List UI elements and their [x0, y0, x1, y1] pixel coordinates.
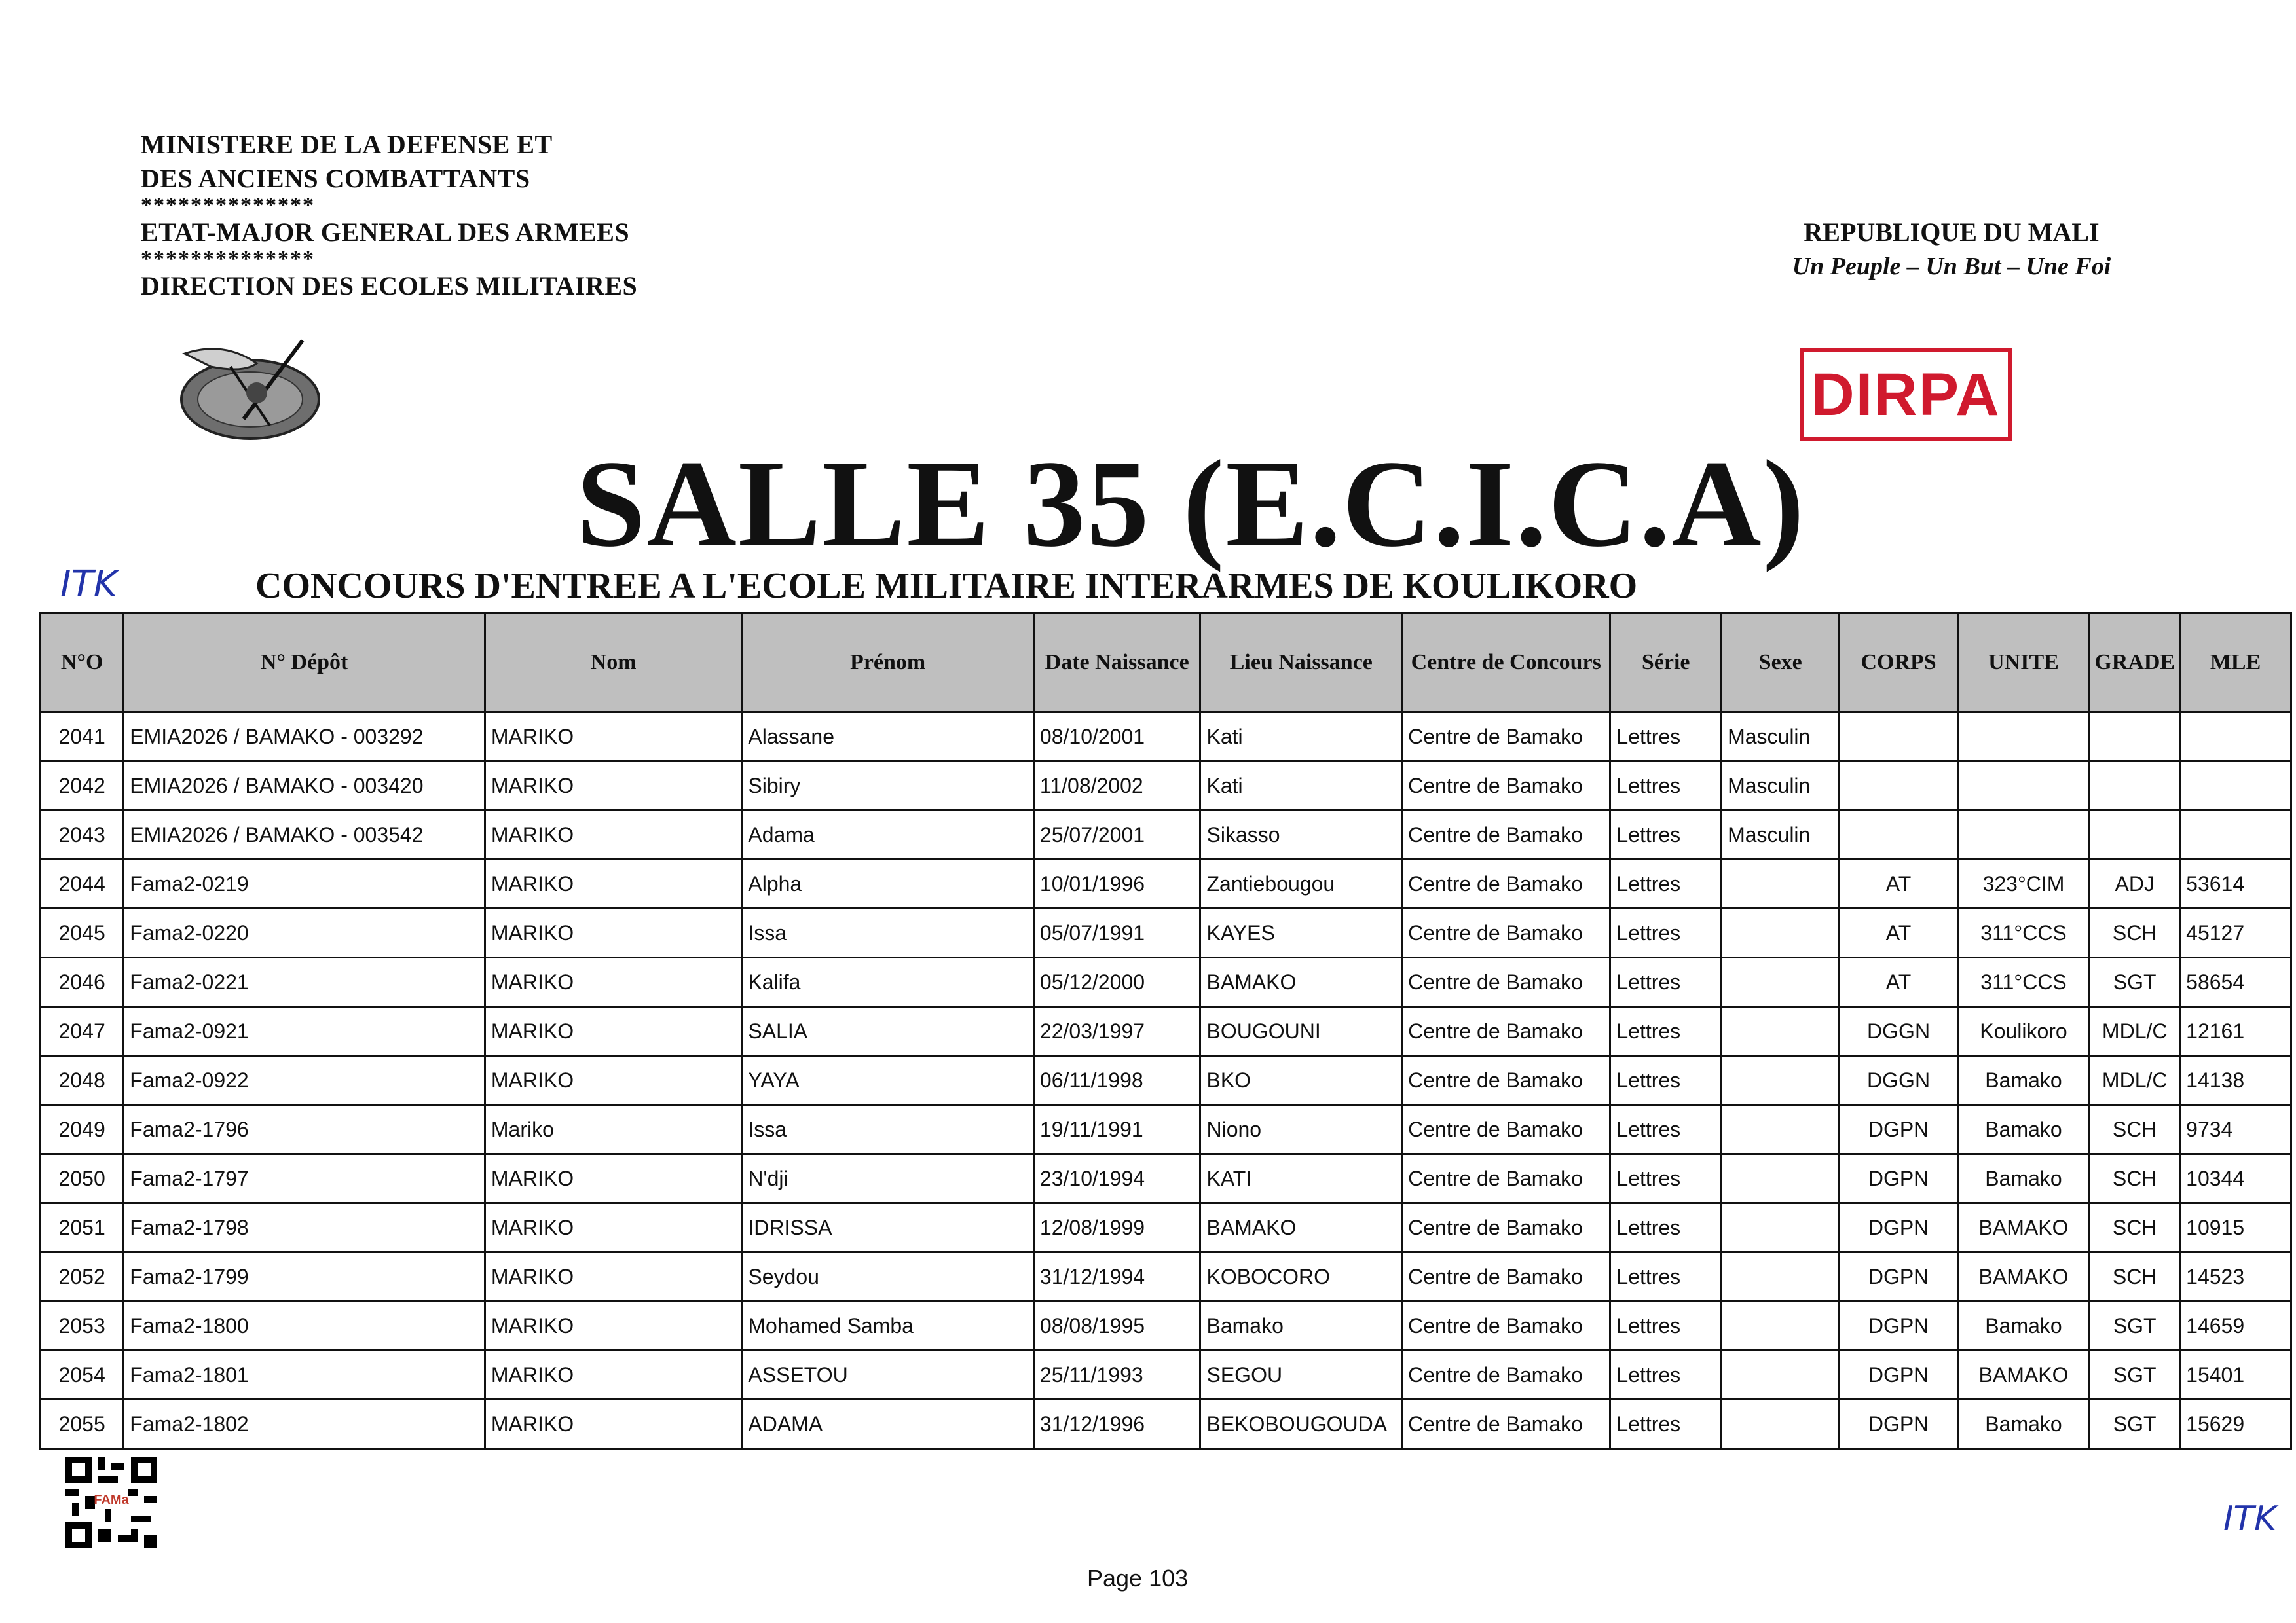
table-cell: 19/11/1991: [1033, 1105, 1200, 1154]
table-cell: Centre de Bamako: [1402, 1056, 1610, 1105]
table-cell: 2046: [41, 958, 124, 1007]
table-cell: [1840, 712, 1957, 761]
table-cell: Alpha: [742, 860, 1034, 909]
table-cell: DGGN: [1840, 1056, 1957, 1105]
table-cell: YAYA: [742, 1056, 1034, 1105]
column-header: Prénom: [742, 613, 1034, 712]
table-cell: BAMAKO: [1200, 958, 1402, 1007]
table-cell: BKO: [1200, 1056, 1402, 1105]
table-cell: Centre de Bamako: [1402, 1302, 1610, 1351]
table-cell: EMIA2026 / BAMAKO - 003420: [124, 761, 485, 811]
table-cell: Masculin: [1722, 761, 1840, 811]
table-cell: Seydou: [742, 1252, 1034, 1302]
table-cell: Mohamed Samba: [742, 1302, 1034, 1351]
table-cell: BAMAKO: [1957, 1252, 2090, 1302]
table-cell: 15629: [2180, 1400, 2291, 1449]
table-cell: Fama2-0221: [124, 958, 485, 1007]
table-cell: Koulikoro: [1957, 1007, 2090, 1056]
national-motto: Un Peuple – Un But – Une Foi: [1792, 253, 2111, 280]
separator-stars-2: **************: [141, 247, 315, 271]
column-header: MLE: [2180, 613, 2291, 712]
table-cell: KAYES: [1200, 909, 1402, 958]
table-cell: Lettres: [1610, 1400, 1722, 1449]
table-cell: Lettres: [1610, 909, 1722, 958]
table-cell: [2090, 811, 2180, 860]
table-cell: MARIKO: [485, 958, 741, 1007]
table-cell: 2041: [41, 712, 124, 761]
table-cell: ASSETOU: [742, 1351, 1034, 1400]
table-cell: Fama2-0220: [124, 909, 485, 958]
table-cell: 08/08/1995: [1033, 1302, 1200, 1351]
table-row: [41, 712, 2291, 761]
table-cell: 14523: [2180, 1252, 2291, 1302]
table-cell: [1722, 909, 1840, 958]
dirpa-stamp: DIRPA: [1800, 348, 2012, 441]
table-cell: Lettres: [1610, 1007, 1722, 1056]
table-cell: Lettres: [1610, 1302, 1722, 1351]
republic-title: REPUBLIQUE DU MALI: [1804, 217, 2100, 247]
table-cell: Sibiry: [742, 761, 1034, 811]
table-cell: [2180, 811, 2291, 860]
table-cell: 323°CIM: [1957, 860, 2090, 909]
table-cell: 10344: [2180, 1154, 2291, 1203]
table-cell: MDL/C: [2090, 1056, 2180, 1105]
table-row: [41, 1400, 2291, 1449]
table-cell: 31/12/1996: [1033, 1400, 1200, 1449]
table-cell: 05/07/1991: [1033, 909, 1200, 958]
table-cell: 2050: [41, 1154, 124, 1203]
table-row: [41, 1105, 2291, 1154]
table-cell: [2090, 712, 2180, 761]
table-cell: AT: [1840, 860, 1957, 909]
table-cell: Centre de Bamako: [1402, 909, 1610, 958]
table-cell: Fama2-0921: [124, 1007, 485, 1056]
table-cell: [1840, 811, 1957, 860]
table-cell: Centre de Bamako: [1402, 761, 1610, 811]
table-cell: Bamako: [1957, 1154, 2090, 1203]
table-cell: BAMAKO: [1957, 1351, 2090, 1400]
table-cell: Lettres: [1610, 1056, 1722, 1105]
handwritten-initials-left: ITK: [60, 563, 118, 606]
table-cell: Lettres: [1610, 958, 1722, 1007]
table-cell: SCH: [2090, 1154, 2180, 1203]
direction-line: DIRECTION DES ECOLES MILITAIRES: [141, 271, 638, 301]
table-cell: 45127: [2180, 909, 2291, 958]
table-cell: SCH: [2090, 1252, 2180, 1302]
table-cell: SGT: [2090, 1302, 2180, 1351]
table-cell: Zantiebougou: [1200, 860, 1402, 909]
table-cell: Bamako: [1200, 1302, 1402, 1351]
table-cell: Centre de Bamako: [1402, 1105, 1610, 1154]
table-cell: Lettres: [1610, 1105, 1722, 1154]
table-row: [41, 811, 2291, 860]
table-cell: Lettres: [1610, 811, 1722, 860]
table-cell: [1957, 712, 2090, 761]
table-cell: MARIKO: [485, 1302, 741, 1351]
table-cell: [1722, 1252, 1840, 1302]
table-cell: KATI: [1200, 1154, 1402, 1203]
table-cell: Fama2-1800: [124, 1302, 485, 1351]
table-cell: [1722, 1056, 1840, 1105]
table-cell: [1722, 1351, 1840, 1400]
table-cell: 2042: [41, 761, 124, 811]
table-cell: Fama2-0219: [124, 860, 485, 909]
table-cell: Bamako: [1957, 1400, 2090, 1449]
ministry-header: [141, 128, 730, 303]
table-cell: 22/03/1997: [1033, 1007, 1200, 1056]
table-cell: SCH: [2090, 1105, 2180, 1154]
column-header: Centre de Concours: [1402, 613, 1610, 712]
table-cell: [1957, 761, 2090, 811]
table-cell: SCH: [2090, 1203, 2180, 1252]
table-cell: 2049: [41, 1105, 124, 1154]
table-cell: Kalifa: [742, 958, 1034, 1007]
column-header: N°O: [41, 613, 124, 712]
page-number: Page 103: [1087, 1565, 1189, 1592]
table-cell: 2052: [41, 1252, 124, 1302]
table-cell: DGPN: [1840, 1105, 1957, 1154]
table-cell: DGPN: [1840, 1203, 1957, 1252]
table-cell: 25/07/2001: [1033, 811, 1200, 860]
table-cell: [2180, 761, 2291, 811]
table-cell: 9734: [2180, 1105, 2291, 1154]
table-cell: Issa: [742, 909, 1034, 958]
column-header: Lieu Naissance: [1200, 613, 1402, 712]
table-cell: [2090, 761, 2180, 811]
table-cell: Lettres: [1610, 1252, 1722, 1302]
table-cell: Centre de Bamako: [1402, 1007, 1610, 1056]
table-cell: DGGN: [1840, 1007, 1957, 1056]
ministry-line-2: DES ANCIENS COMBATTANTS: [141, 164, 530, 193]
table-cell: 10/01/1996: [1033, 860, 1200, 909]
table-cell: Lettres: [1610, 761, 1722, 811]
table-cell: SEGOU: [1200, 1351, 1402, 1400]
table-cell: AT: [1840, 958, 1957, 1007]
table-cell: DGPN: [1840, 1400, 1957, 1449]
table-row: [41, 1302, 2291, 1351]
table-cell: 53614: [2180, 860, 2291, 909]
table-cell: EMIA2026 / BAMAKO - 003292: [124, 712, 485, 761]
table-cell: Fama2-1801: [124, 1351, 485, 1400]
table-cell: Bamako: [1957, 1056, 2090, 1105]
table-cell: 2054: [41, 1351, 124, 1400]
column-header: Série: [1610, 613, 1722, 712]
table-cell: [1722, 1105, 1840, 1154]
candidates-table: [39, 612, 2292, 1450]
table-row: [41, 860, 2291, 909]
table-cell: MARIKO: [485, 1203, 741, 1252]
table-cell: Centre de Bamako: [1402, 1252, 1610, 1302]
table-cell: Bamako: [1957, 1105, 2090, 1154]
column-header: Sexe: [1722, 613, 1840, 712]
table-cell: Issa: [742, 1105, 1034, 1154]
table-cell: IDRISSA: [742, 1203, 1034, 1252]
table-cell: 06/11/1998: [1033, 1056, 1200, 1105]
table-cell: Centre de Bamako: [1402, 1351, 1610, 1400]
table-cell: MARIKO: [485, 712, 741, 761]
table-cell: DGPN: [1840, 1351, 1957, 1400]
column-header: N° Dépôt: [124, 613, 485, 712]
table-cell: 2043: [41, 811, 124, 860]
table-body: [41, 712, 2291, 1449]
table-cell: MARIKO: [485, 1056, 741, 1105]
table-cell: DGPN: [1840, 1154, 1957, 1203]
table-row: [41, 958, 2291, 1007]
table-cell: SGT: [2090, 1351, 2180, 1400]
table-cell: 15401: [2180, 1351, 2291, 1400]
table-cell: 08/10/2001: [1033, 712, 1200, 761]
table-cell: EMIA2026 / BAMAKO - 003542: [124, 811, 485, 860]
table-cell: Fama2-0922: [124, 1056, 485, 1105]
table-cell: SGT: [2090, 958, 2180, 1007]
table-cell: Fama2-1798: [124, 1203, 485, 1252]
table-cell: Centre de Bamako: [1402, 1154, 1610, 1203]
table-cell: BAMAKO: [1957, 1203, 2090, 1252]
table-cell: Kati: [1200, 761, 1402, 811]
ministry-line-1: MINISTERE DE LA DEFENSE ET: [141, 130, 553, 159]
table-cell: Niono: [1200, 1105, 1402, 1154]
table-row: [41, 909, 2291, 958]
table-cell: Lettres: [1610, 712, 1722, 761]
table-row: [41, 1154, 2291, 1203]
table-cell: DGPN: [1840, 1302, 1957, 1351]
table-cell: Centre de Bamako: [1402, 712, 1610, 761]
table-cell: Lettres: [1610, 1203, 1722, 1252]
table-cell: 2055: [41, 1400, 124, 1449]
table-cell: MARIKO: [485, 761, 741, 811]
table-cell: MDL/C: [2090, 1007, 2180, 1056]
table-row: [41, 1203, 2291, 1252]
table-cell: BAMAKO: [1200, 1203, 1402, 1252]
table-cell: [1722, 958, 1840, 1007]
table-cell: SALIA: [742, 1007, 1034, 1056]
table-cell: [1957, 811, 2090, 860]
table-cell: [1722, 1203, 1840, 1252]
table-row: [41, 1351, 2291, 1400]
table-cell: 14659: [2180, 1302, 2291, 1351]
table-cell: Fama2-1802: [124, 1400, 485, 1449]
table-cell: BOUGOUNI: [1200, 1007, 1402, 1056]
republic-header: [1703, 215, 2200, 283]
staff-line: ETAT-MAJOR GENERAL DES ARMEES: [141, 217, 630, 247]
table-cell: 12/08/1999: [1033, 1203, 1200, 1252]
table-cell: Centre de Bamako: [1402, 811, 1610, 860]
qr-label: FAMa: [94, 1493, 129, 1507]
table-cell: 2053: [41, 1302, 124, 1351]
table-cell: ADAMA: [742, 1400, 1034, 1449]
table-cell: Centre de Bamako: [1402, 860, 1610, 909]
table-cell: MARIKO: [485, 811, 741, 860]
page-title: SALLE 35 (E.C.I.C.A): [576, 435, 1805, 573]
column-header: Date Naissance: [1033, 613, 1200, 712]
table-cell: DGPN: [1840, 1252, 1957, 1302]
table-cell: SCH: [2090, 909, 2180, 958]
table-cell: 14138: [2180, 1056, 2291, 1105]
table-cell: Bamako: [1957, 1302, 2090, 1351]
military-schools-emblem-icon: [172, 327, 329, 445]
table-cell: MARIKO: [485, 1252, 741, 1302]
table-cell: [1722, 1302, 1840, 1351]
table-cell: 11/08/2002: [1033, 761, 1200, 811]
table-cell: Sikasso: [1200, 811, 1402, 860]
table-cell: 31/12/1994: [1033, 1252, 1200, 1302]
table-cell: Fama2-1796: [124, 1105, 485, 1154]
column-header: CORPS: [1840, 613, 1957, 712]
table-cell: 25/11/1993: [1033, 1351, 1200, 1400]
table-cell: MARIKO: [485, 1154, 741, 1203]
table-cell: MARIKO: [485, 860, 741, 909]
table-cell: [1722, 860, 1840, 909]
table-cell: [1722, 1154, 1840, 1203]
table-row: [41, 761, 2291, 811]
table-cell: 311°CCS: [1957, 909, 2090, 958]
table-cell: Centre de Bamako: [1402, 958, 1610, 1007]
table-cell: Lettres: [1610, 1154, 1722, 1203]
table-cell: SGT: [2090, 1400, 2180, 1449]
separator-stars-1: **************: [141, 193, 315, 217]
table-row: [41, 1056, 2291, 1105]
table-cell: ADJ: [2090, 860, 2180, 909]
table-cell: [1722, 1007, 1840, 1056]
table-row: [41, 1007, 2291, 1056]
table-cell: Lettres: [1610, 1351, 1722, 1400]
table-cell: 2051: [41, 1203, 124, 1252]
table-header-row: [41, 613, 2291, 712]
table-cell: N'dji: [742, 1154, 1034, 1203]
table-cell: Mariko: [485, 1105, 741, 1154]
table-cell: 2045: [41, 909, 124, 958]
column-header: Nom: [485, 613, 741, 712]
table-cell: Lettres: [1610, 860, 1722, 909]
table-cell: Kati: [1200, 712, 1402, 761]
table-cell: 23/10/1994: [1033, 1154, 1200, 1203]
table-cell: 05/12/2000: [1033, 958, 1200, 1007]
table-cell: BEKOBOUGOUDA: [1200, 1400, 1402, 1449]
page-subtitle: CONCOURS D'ENTREE A L'ECOLE MILITAIRE INTERARMES DE KOULIKORO: [255, 566, 1638, 606]
table-cell: MARIKO: [485, 1351, 741, 1400]
table-cell: Alassane: [742, 712, 1034, 761]
table-cell: Adama: [742, 811, 1034, 860]
table-cell: 58654: [2180, 958, 2291, 1007]
table-cell: [1722, 1400, 1840, 1449]
table-cell: Fama2-1797: [124, 1154, 485, 1203]
table-cell: 311°CCS: [1957, 958, 2090, 1007]
table-cell: 2044: [41, 860, 124, 909]
table-cell: [2180, 712, 2291, 761]
qr-code-icon: [65, 1457, 157, 1548]
column-header: UNITE: [1957, 613, 2090, 712]
table-cell: 2047: [41, 1007, 124, 1056]
table-cell: MARIKO: [485, 1400, 741, 1449]
table-cell: Centre de Bamako: [1402, 1400, 1610, 1449]
handwritten-initials-right: ITK: [2223, 1499, 2277, 1539]
table-cell: Masculin: [1722, 811, 1840, 860]
table-cell: MARIKO: [485, 1007, 741, 1056]
table-cell: KOBOCORO: [1200, 1252, 1402, 1302]
table-cell: Centre de Bamako: [1402, 1203, 1610, 1252]
table-cell: 12161: [2180, 1007, 2291, 1056]
table-row: [41, 1252, 2291, 1302]
table-cell: Masculin: [1722, 712, 1840, 761]
table-cell: Fama2-1799: [124, 1252, 485, 1302]
table-cell: AT: [1840, 909, 1957, 958]
table-cell: 10915: [2180, 1203, 2291, 1252]
table-cell: 2048: [41, 1056, 124, 1105]
column-header: GRADE: [2090, 613, 2180, 712]
table-cell: [1840, 761, 1957, 811]
table-cell: MARIKO: [485, 909, 741, 958]
